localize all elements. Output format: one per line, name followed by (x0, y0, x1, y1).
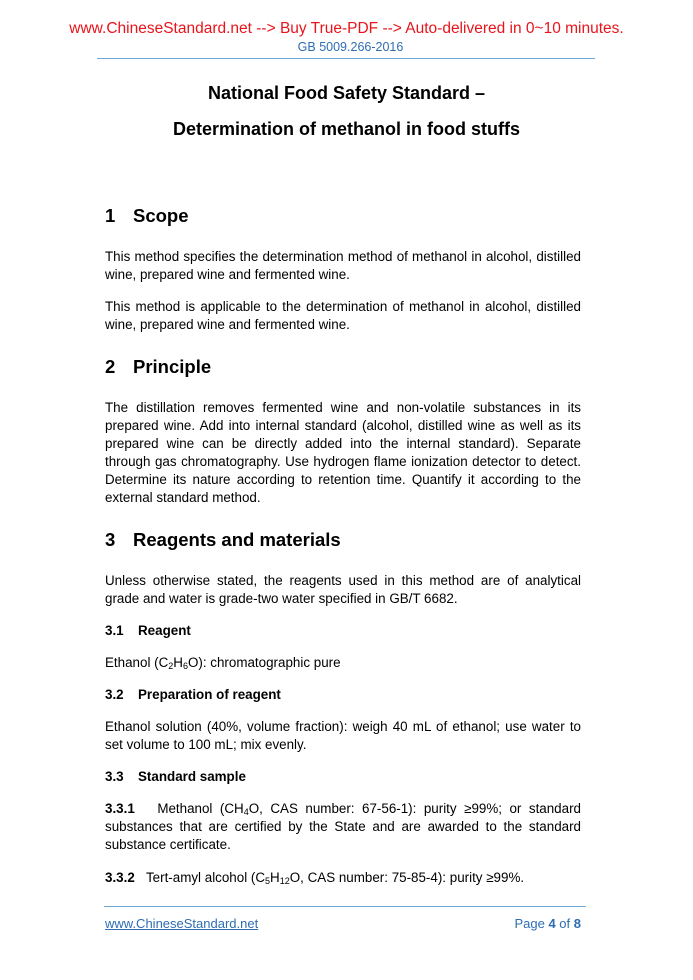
page-number: Page 4 of 8 (514, 916, 581, 931)
promo-banner[interactable]: www.ChineseStandard.net --> Buy True-PDF --> Auto-delivered in 0~10 minutes. (69, 20, 624, 37)
section-3-3-1-text: 3.3.1 Methanol ($CH_4O$, CAS number: 67-56-1): purity ≥99%; or standard substances that are certified by the State and are awarded to the standard substance certificate. (105, 801, 581, 852)
section-3-2-heading: 3.2 Preparation of reagent (105, 687, 281, 702)
section-3-3-2-text: 3.3.2 Tert-amyl alcohol ($C_5H_{12}O$, CAS number: 75-85-4): purity ≥99%. (105, 870, 525, 886)
preparation-text: Ethanol solution (40%, volume fraction): weigh 40 mL of ethanol; use water to set volume to 100 mL; mix evenly. (105, 719, 581, 752)
section-1-heading: 1 Scope (105, 205, 189, 226)
scope-paragraph-2: This method is applicable to the determination of methanol in alcohol, distilled wine, prepared wine and fermented wine. (105, 299, 581, 332)
reagents-paragraph: Unless otherwise stated, the reagents used in this method are of analytical grade and water is grade-two water specified in GB/T 6682. (105, 573, 581, 606)
standard-number: GB 5009.266-2016 (297, 40, 404, 54)
title-line1: National Food Safety Standard – (207, 83, 486, 103)
principle-paragraph: The distillation removes fermented wine and non-volatile substances in its prepared wine. Add into internal standard (alcohol, distilled wine as well as its prepared wine can be directly added into the internal standard). Separate through gas chromatography. Use hydrogen flame ionization detector to detect. Determine its nature according to retention time. Quantify it according to the external standard method. (105, 400, 581, 505)
section-3-1-heading: 3.1 Reagent (105, 623, 191, 638)
title-line2: Determination of methanol in food stuffs (173, 119, 520, 139)
scope-paragraph-1: This method specifies the determination method of methanol in alcohol, distilled wine, prepared wine and fermented wine. (105, 249, 581, 282)
header-divider (97, 58, 595, 59)
section-2-heading: 2 Principle (105, 356, 212, 377)
reagent-text: Ethanol $(C_2H_6O)$: chromatographic pure (105, 655, 341, 671)
section-3-3-heading: 3.3 Standard sample (105, 769, 246, 784)
section-3-heading: 3 Reagents and materials (105, 529, 341, 550)
footer-link[interactable]: www.ChineseStandard.net (105, 916, 259, 931)
footer-divider (104, 906, 586, 907)
